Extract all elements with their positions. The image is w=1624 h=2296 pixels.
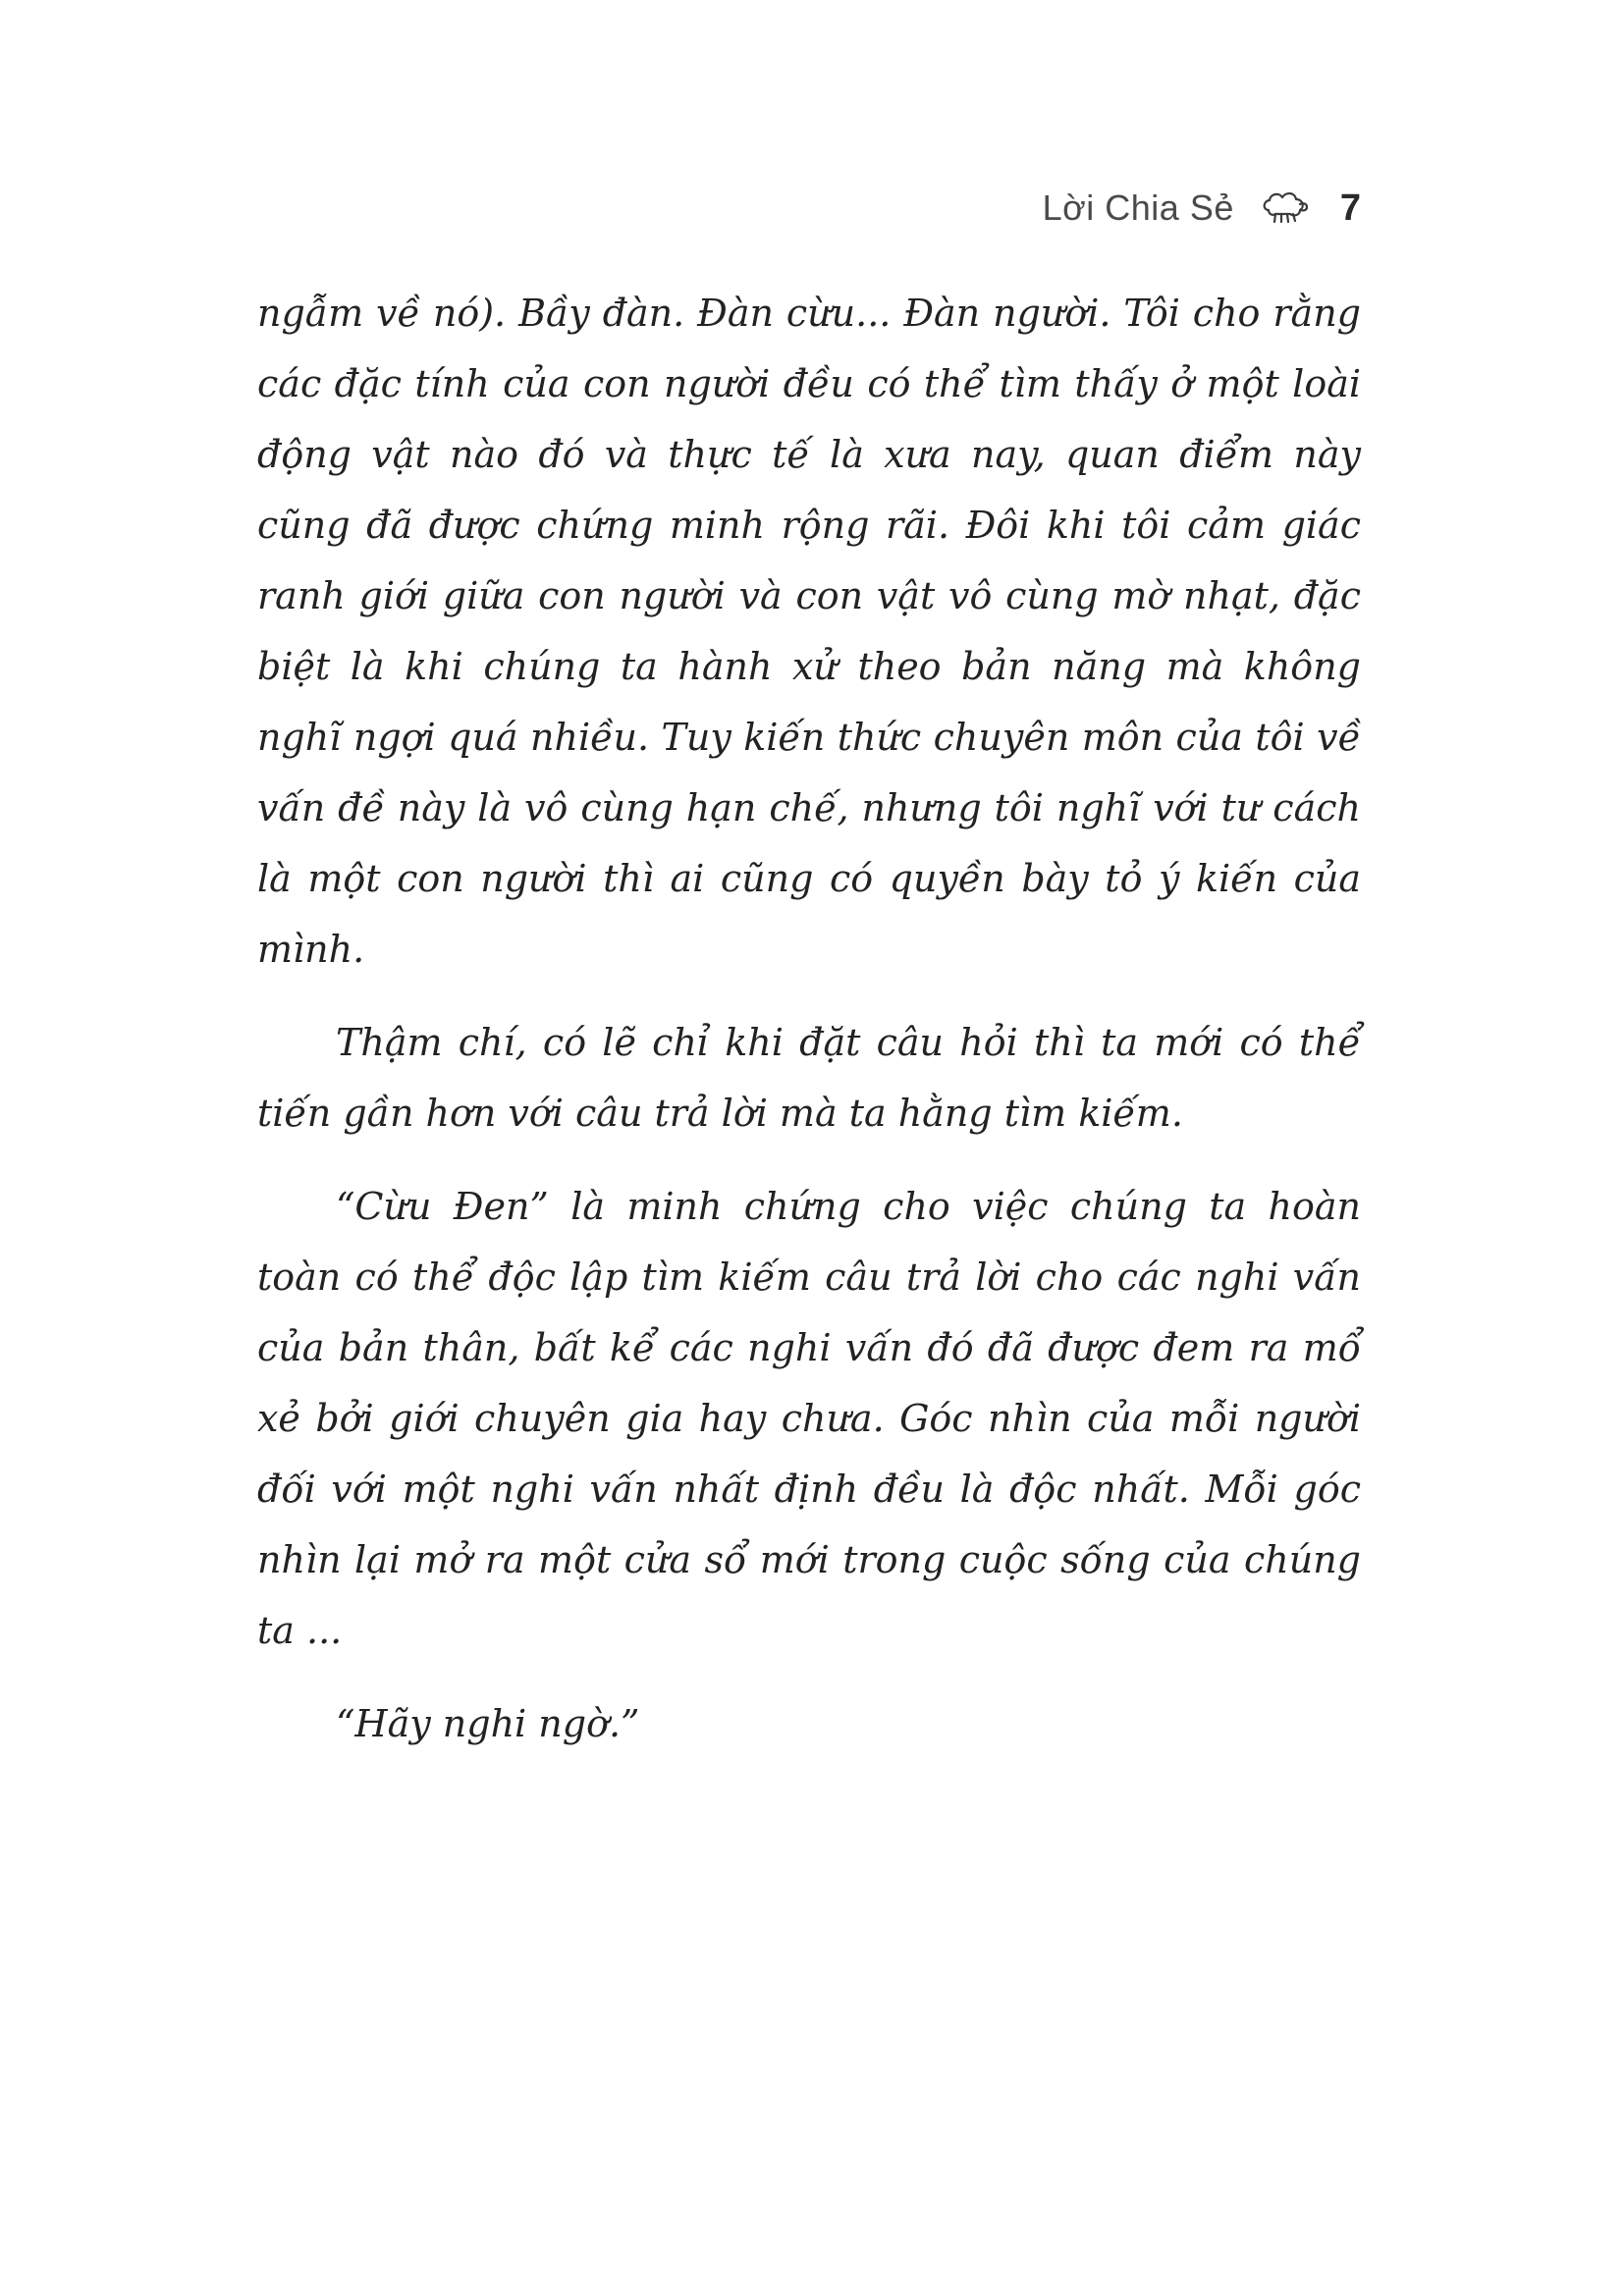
chapter-title: Lời Chia Sẻ (1042, 187, 1234, 228)
paragraph: ngẫm về nó). Bầy đàn. Đàn cừu... Đàn người. Tôi cho rằng các đặc tính của con người đều có thể tìm thấy ở một loài động vật nào đó và thực tế là xưa nay, quan điểm này cũng đã được chứng minh rộng rãi. Đôi khi tôi cảm giác ranh giới giữa con người và con vật vô cùng mờ nhạt, đặc biệt là khi chúng ta hành xử theo bản năng mà không nghĩ ngợi quá nhiều. Tuy kiến thức chuyên môn của tôi về vấn đề này là vô cùng hạn chế, nhưng tôi nghĩ với tư cách là một con người thì ai cũng có quyền bày tỏ ý kiến của mình. (257, 292, 1361, 971)
running-header (1043, 179, 1361, 238)
paragraph: “Cừu Đen” là minh chứng cho việc chúng ta hoàn toàn có thể độc lập tìm kiếm câu trả lời cho các nghi vấn của bản thân, bất kể các nghi vấn đó đã được đem ra mổ xẻ bởi giới chuyên gia hay chưa. Góc nhìn của mỗi người đối với một nghi vấn nhất định đều là độc nhất. Mỗi góc nhìn lại mở ra một cửa sổ mới trong cuộc sống của chúng ta ... (257, 1185, 1361, 1652)
paragraph: Thậm chí, có lẽ chỉ khi đặt câu hỏi thì ta mới có thể tiến gần hơn với câu trả lời mà ta hằng tìm kiếm. (257, 1021, 1361, 1135)
body-text (257, 278, 1361, 1782)
paragraph: “Hãy nghi ngờ.” (336, 1702, 640, 1745)
page-number: 7 (1339, 187, 1361, 229)
sheep-icon (1260, 188, 1309, 228)
